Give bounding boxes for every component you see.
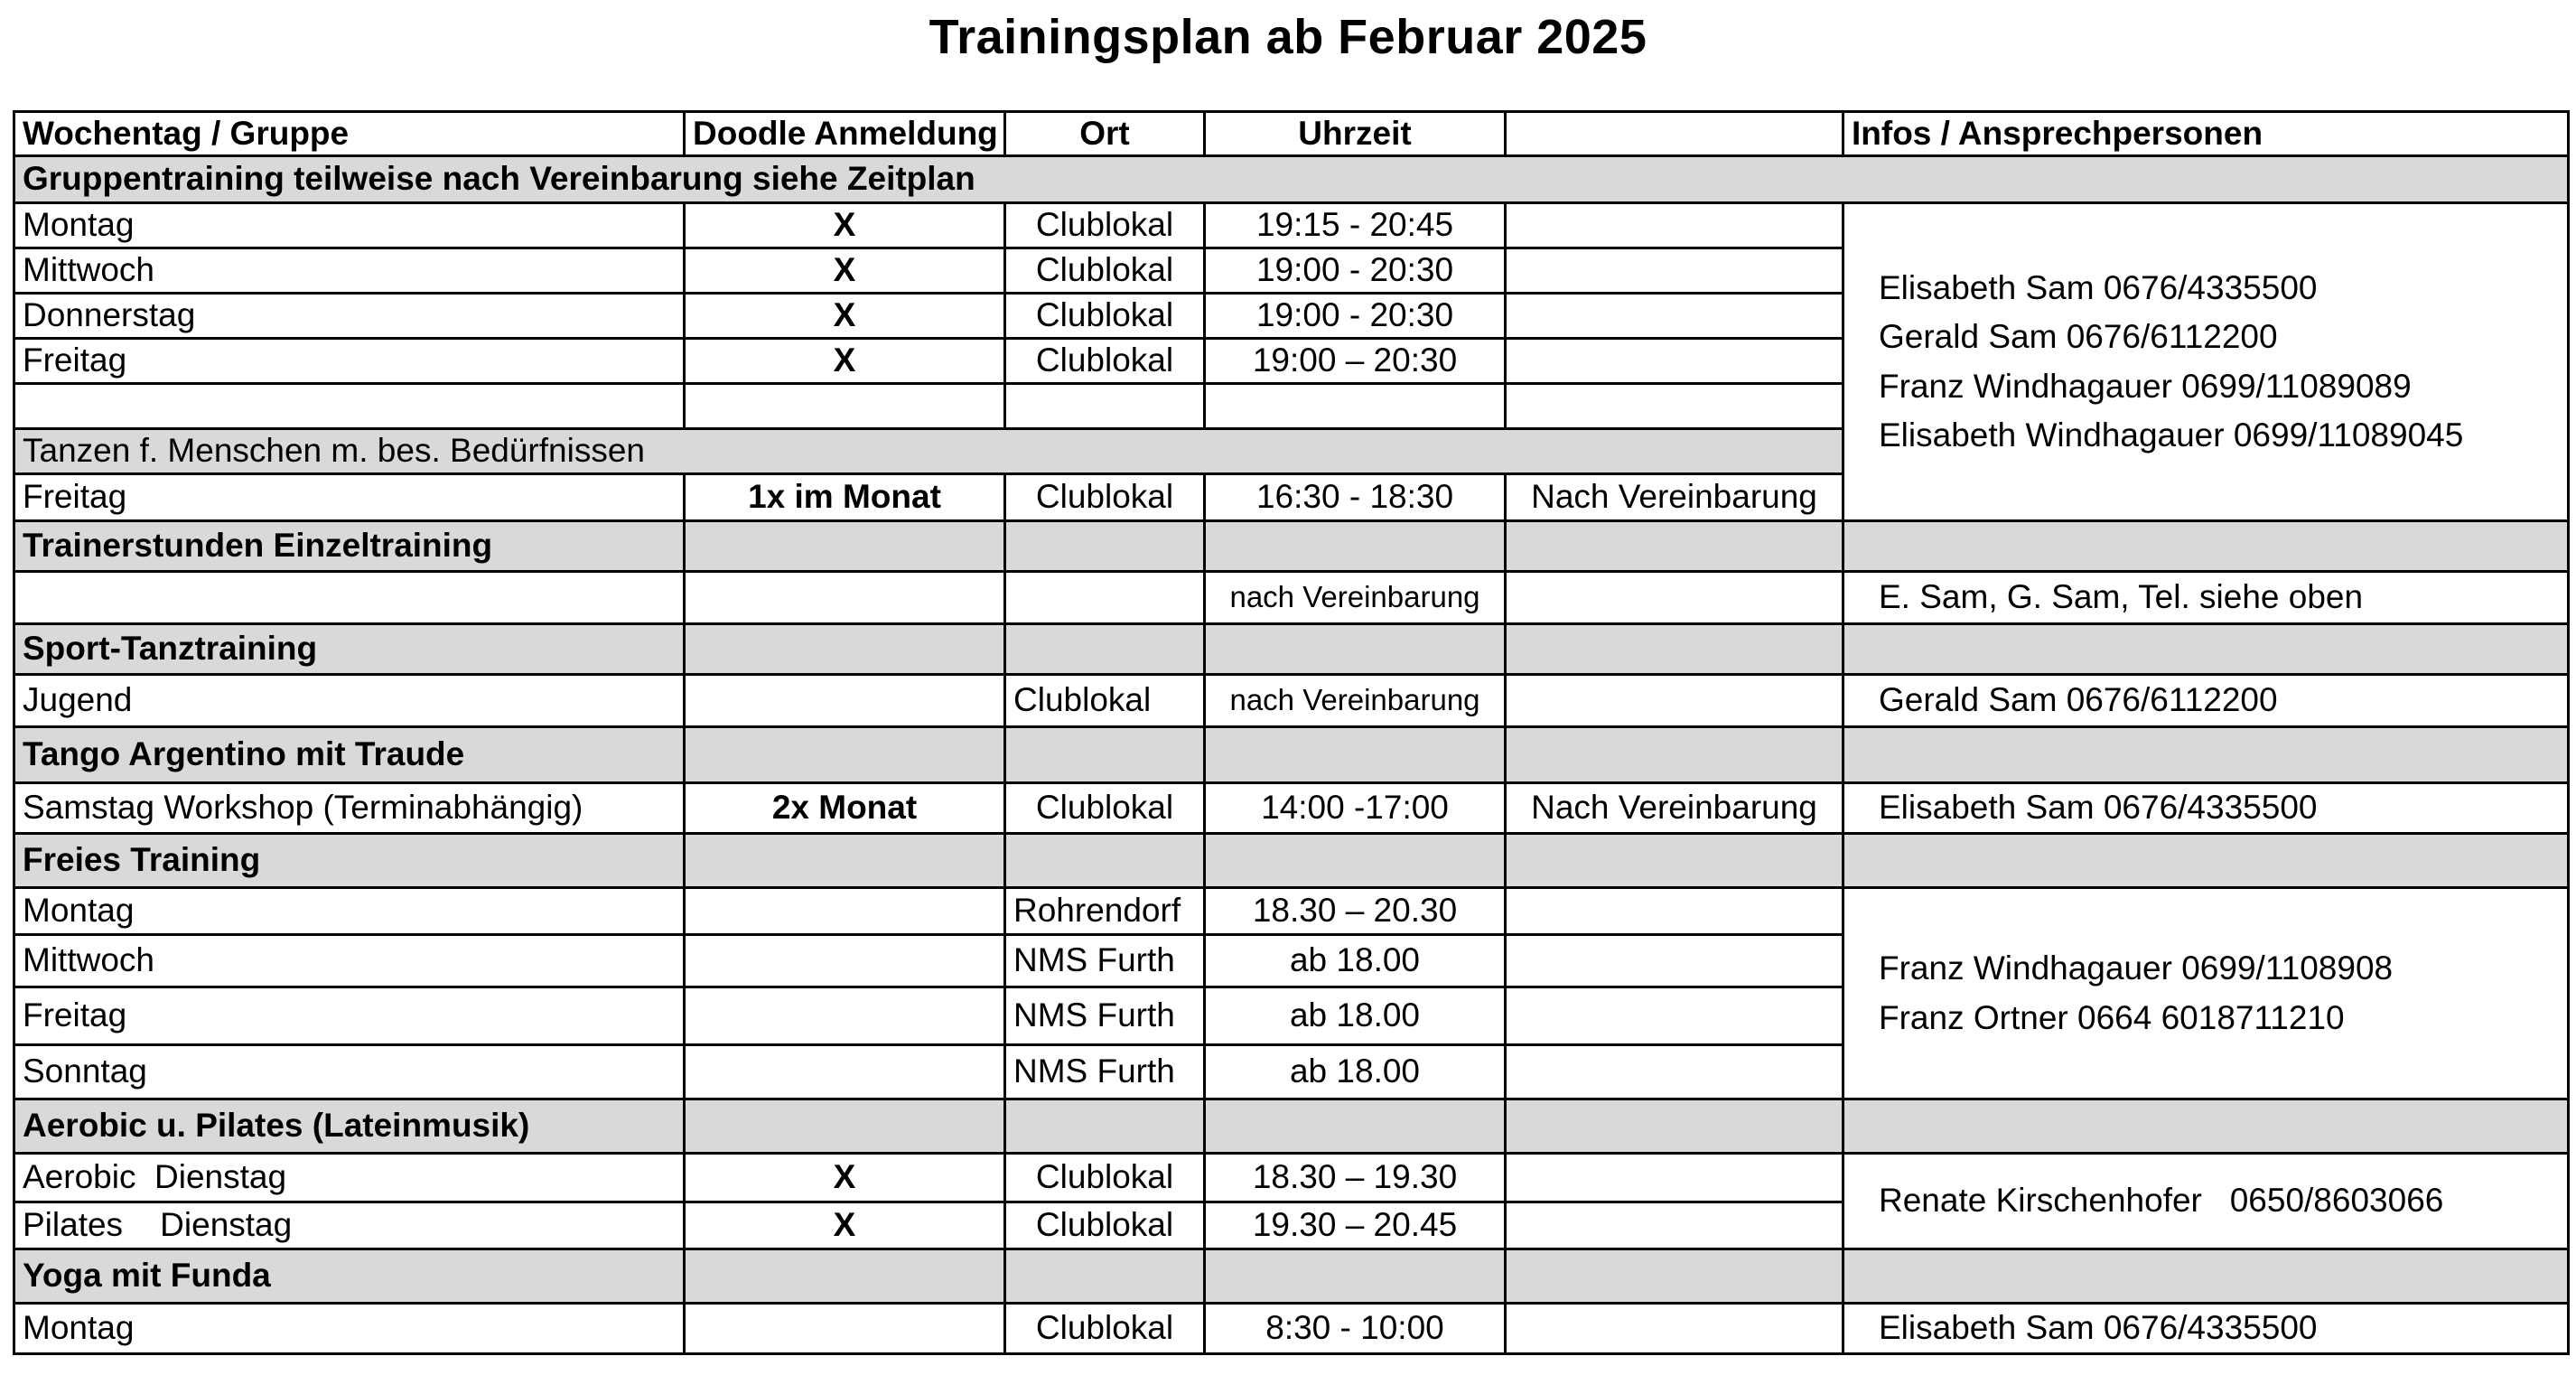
time-cell: 8:30 - 10:00 (1205, 1304, 1506, 1354)
info-cell: E. Sam, G. Sam, Tel. siehe oben (1843, 572, 2569, 624)
time-cell: 18.30 – 20.30 (1205, 888, 1506, 935)
day-cell: Mittwoch (14, 248, 685, 294)
day-cell: Montag (14, 203, 685, 248)
empty-cell (685, 384, 1005, 429)
section-row (14, 521, 2569, 572)
section-row (14, 1099, 2569, 1154)
empty-cell (685, 1304, 1005, 1354)
ort-cell: NMS Furth (1005, 987, 1205, 1045)
ort-cell: NMS Furth (1005, 935, 1205, 987)
schedule-table (13, 110, 2570, 1355)
empty-cell (1205, 384, 1506, 429)
empty-cell (1205, 521, 1506, 572)
day-cell: Aerobic Dienstag (14, 1154, 685, 1202)
section-heading: Sport-Tanztraining (14, 624, 685, 675)
section-row (14, 624, 2569, 675)
header-doodle: Doodle Anmeldung (685, 112, 1005, 156)
table-row (14, 783, 2569, 834)
day-cell: Freitag (14, 474, 685, 521)
empty-cell (1506, 727, 1843, 783)
time-cell: ab 18.00 (1205, 1045, 1506, 1099)
empty-cell (1506, 294, 1843, 339)
info-cell: Elisabeth Sam 0676/4335500 (1843, 1304, 2569, 1354)
ort-cell: Clublokal (1005, 675, 1205, 727)
day-cell: Freitag (14, 987, 685, 1045)
table-row (14, 1154, 2569, 1202)
ort-cell: Rohrendorf (1005, 888, 1205, 935)
empty-cell (1506, 572, 1843, 624)
header-extra (1506, 112, 1843, 156)
contact-line: Elisabeth Windhagauer 0699/11089045 (1879, 416, 2464, 454)
empty-cell (1005, 834, 1205, 888)
empty-cell (1843, 1099, 2569, 1154)
header-ort: Ort (1005, 112, 1205, 156)
time-cell: 18.30 – 19.30 (1205, 1154, 1506, 1202)
ort-cell: Clublokal (1005, 474, 1205, 521)
empty-cell (1506, 1249, 1843, 1304)
contact-cell (1843, 203, 2569, 521)
empty-cell (685, 727, 1005, 783)
empty-cell (1205, 1249, 1506, 1304)
empty-cell (1205, 1099, 1506, 1154)
table-row (14, 203, 2569, 248)
empty-cell (1506, 675, 1843, 727)
header-infos: Infos / Ansprechpersonen (1843, 112, 2569, 156)
ort-cell: Clublokal (1005, 339, 1205, 384)
empty-cell (1005, 384, 1205, 429)
contact-cell: Renate Kirschenhofer 0650/8603066 (1843, 1154, 2569, 1249)
empty-cell (1506, 624, 1843, 675)
contact-line: Franz Windhagauer 0699/11089089 (1879, 367, 2412, 405)
doodle-cell: X (685, 339, 1005, 384)
time-cell: ab 18.00 (1205, 987, 1506, 1045)
section-row (14, 1249, 2569, 1304)
page-title: Trainingsplan ab Februar 2025 (929, 10, 1647, 64)
empty-cell (1205, 624, 1506, 675)
ort-cell: Clublokal (1005, 248, 1205, 294)
day-cell: Freitag (14, 339, 685, 384)
note-cell: Nach Vereinbarung (1506, 783, 1843, 834)
empty-cell (1005, 727, 1205, 783)
day-cell: Montag (14, 1304, 685, 1354)
empty-cell (1506, 834, 1843, 888)
time-cell: 16:30 - 18:30 (1205, 474, 1506, 521)
info-cell: Gerald Sam 0676/6112200 (1843, 675, 2569, 727)
empty-cell (1506, 339, 1843, 384)
empty-cell (685, 888, 1005, 935)
contact-line: Gerald Sam 0676/6112200 (1879, 318, 2278, 356)
doodle-cell: 2x Monat (685, 783, 1005, 834)
info-cell: Elisabeth Sam 0676/4335500 (1843, 783, 2569, 834)
empty-cell (685, 935, 1005, 987)
header-uhrzeit: Uhrzeit (1205, 112, 1506, 156)
day-cell: Sonntag (14, 1045, 685, 1099)
empty-cell (685, 675, 1005, 727)
section-heading: Freies Training (14, 834, 685, 888)
empty-cell (1506, 1202, 1843, 1249)
empty-cell (1506, 1099, 1843, 1154)
time-cell: 19:00 - 20:30 (1205, 294, 1506, 339)
time-cell: 14:00 -17:00 (1205, 783, 1506, 834)
time-cell: 19:00 – 20:30 (1205, 339, 1506, 384)
empty-cell (1005, 1099, 1205, 1154)
time-cell: 19:15 - 20:45 (1205, 203, 1506, 248)
empty-cell (1005, 1249, 1205, 1304)
empty-cell (1205, 727, 1506, 783)
day-cell: Samstag Workshop (Terminabhängig) (14, 783, 685, 834)
header-group: Wochentag / Gruppe (14, 112, 685, 156)
day-cell: Mittwoch (14, 935, 685, 987)
header-row (14, 112, 2569, 156)
ort-cell: NMS Furth (1005, 1045, 1205, 1099)
table-row (14, 1304, 2569, 1354)
empty-cell (1843, 834, 2569, 888)
note-cell: Nach Vereinbarung (1506, 474, 1843, 521)
empty-cell (1005, 572, 1205, 624)
empty-cell (1506, 203, 1843, 248)
empty-cell (1205, 834, 1506, 888)
empty-cell (1506, 888, 1843, 935)
contact-line: Franz Windhagauer 0699/1108908 (1879, 949, 2394, 987)
day-cell: Pilates Dienstag (14, 1202, 685, 1249)
contact-cell (1843, 888, 2569, 1099)
empty-cell (685, 624, 1005, 675)
empty-cell (1506, 248, 1843, 294)
empty-cell (1506, 1304, 1843, 1354)
empty-cell (14, 572, 685, 624)
table-row (14, 572, 2569, 624)
empty-cell (685, 834, 1005, 888)
day-cell: Montag (14, 888, 685, 935)
empty-cell (1506, 521, 1843, 572)
doodle-cell: X (685, 1154, 1005, 1202)
section-row (14, 834, 2569, 888)
section-heading: Gruppentraining teilweise nach Vereinbarung siehe Zeitplan (14, 156, 2569, 203)
contact-line: Elisabeth Sam 0676/4335500 (1879, 268, 2318, 306)
empty-cell (1005, 521, 1205, 572)
section-row (14, 727, 2569, 783)
empty-cell (1506, 987, 1843, 1045)
day-cell: Donnerstag (14, 294, 685, 339)
empty-cell (14, 384, 685, 429)
section-row (14, 156, 2569, 203)
doodle-cell: X (685, 203, 1005, 248)
doodle-cell: 1x im Monat (685, 474, 1005, 521)
table-row (14, 675, 2569, 727)
empty-cell (1843, 624, 2569, 675)
table-row (14, 888, 2569, 935)
contact-line: Franz Ortner 0664 6018711210 (1879, 998, 2345, 1036)
doodle-cell: X (685, 248, 1005, 294)
empty-cell (685, 572, 1005, 624)
ort-cell: Clublokal (1005, 1304, 1205, 1354)
ort-cell: Clublokal (1005, 1202, 1205, 1249)
section-heading: Yoga mit Funda (14, 1249, 685, 1304)
empty-cell (685, 521, 1005, 572)
section-heading: Trainerstunden Einzeltraining (14, 521, 685, 572)
ort-cell: Clublokal (1005, 294, 1205, 339)
ort-cell: Clublokal (1005, 1154, 1205, 1202)
empty-cell (685, 987, 1005, 1045)
empty-cell (1843, 727, 2569, 783)
section-heading: Aerobic u. Pilates (Lateinmusik) (14, 1099, 685, 1154)
empty-cell (1005, 624, 1205, 675)
empty-cell (1843, 1249, 2569, 1304)
empty-cell (1843, 521, 2569, 572)
subsection-heading: Tanzen f. Menschen m. bes. Bedürfnissen (14, 429, 1843, 474)
empty-cell (685, 1045, 1005, 1099)
time-cell: 19.30 – 20.45 (1205, 1202, 1506, 1249)
section-heading: Tango Argentino mit Traude (14, 727, 685, 783)
time-cell: nach Vereinbarung (1205, 675, 1506, 727)
empty-cell (1506, 935, 1843, 987)
time-cell: nach Vereinbarung (1205, 572, 1506, 624)
doodle-cell: X (685, 1202, 1005, 1249)
empty-cell (1506, 1154, 1843, 1202)
empty-cell (1506, 384, 1843, 429)
ort-cell: Clublokal (1005, 203, 1205, 248)
time-cell: 19:00 - 20:30 (1205, 248, 1506, 294)
empty-cell (685, 1099, 1005, 1154)
empty-cell (1506, 1045, 1843, 1099)
day-cell: Jugend (14, 675, 685, 727)
doodle-cell: X (685, 294, 1005, 339)
time-cell: ab 18.00 (1205, 935, 1506, 987)
empty-cell (685, 1249, 1005, 1304)
ort-cell: Clublokal (1005, 783, 1205, 834)
